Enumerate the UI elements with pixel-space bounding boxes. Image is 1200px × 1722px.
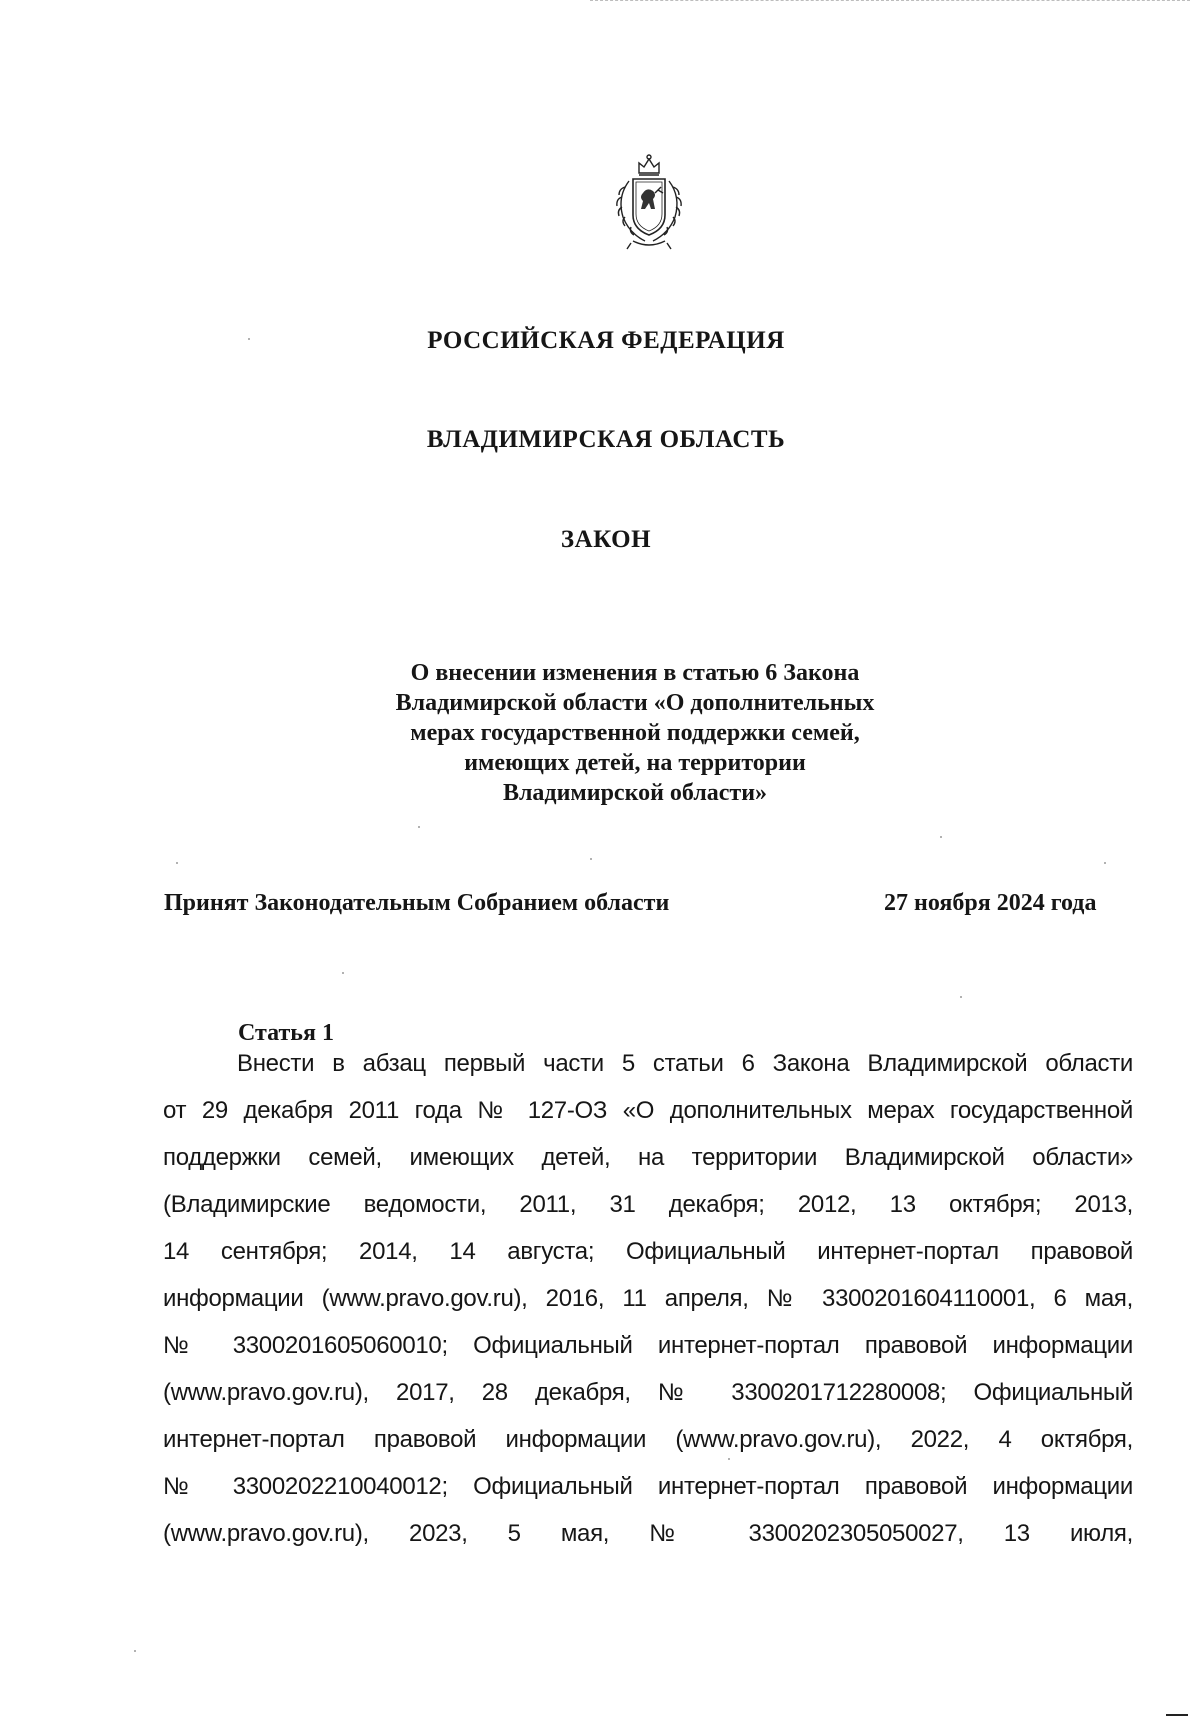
article-line: Внести в абзац первый части 5 статьи 6 Закона Владимирской области xyxy=(237,1050,1133,1077)
article-line: (Владимирские ведомости, 2011, 31 декабря; 2012, 13 октября; 2013, xyxy=(163,1191,1133,1218)
scan-speck xyxy=(248,338,250,340)
article-line: информации (www.pravo.gov.ru), 2016, 11 апреля, № 3300201604110001, 6 мая, xyxy=(163,1285,1133,1312)
scan-speck xyxy=(176,862,178,864)
article-line: № 3300201605060010; Официальный интернет-портал правовой информации xyxy=(163,1332,1133,1359)
adopted-by: Принят Законодательным Собранием области xyxy=(164,890,670,916)
scan-speck xyxy=(418,826,420,828)
scan-speck xyxy=(940,836,942,838)
scan-speck xyxy=(960,996,962,998)
article-line: № 3300202210040012; Официальный интернет-портал правовой информации xyxy=(163,1473,1133,1500)
adoption-date: 27 ноября 2024 года xyxy=(884,890,1097,916)
scan-speck xyxy=(1104,862,1106,864)
article-line: поддержки семей, имеющих детей, на территории Владимирской области» xyxy=(163,1144,1133,1171)
top-dashed-rule xyxy=(590,0,1190,2)
article-line: (www.pravo.gov.ru), 2017, 28 декабря, № 3300201712280008; Официальный xyxy=(163,1379,1133,1406)
scan-speck xyxy=(134,1650,136,1652)
scan-speck xyxy=(342,972,344,974)
vladimir-oblast-coat-of-arms-icon xyxy=(603,153,695,253)
subject-line: О внесении изменения в статью 6 Закона xyxy=(410,660,860,686)
header-country: РОССИЙСКАЯ ФЕДЕРАЦИЯ xyxy=(427,327,785,354)
scan-speck xyxy=(590,858,592,860)
subject-line: Владимирской области «О дополнительных xyxy=(395,690,875,716)
subject-line: мерах государственной поддержки семей, xyxy=(410,720,860,746)
article-line: интернет-портал правовой информации (www.pravo.gov.ru), 2022, 4 октября, xyxy=(163,1426,1133,1453)
scan-speck xyxy=(728,1458,730,1460)
subject-line: имеющих детей, на территории xyxy=(464,750,806,776)
article-title: Статья 1 xyxy=(238,1020,334,1046)
page-corner-mark xyxy=(1166,1714,1188,1722)
law-subject-title xyxy=(340,658,930,808)
article-line: от 29 декабря 2011 года № 127-ОЗ «О дополнительных мерах государственной xyxy=(163,1097,1133,1124)
article-line: 14 сентября; 2014, 14 августа; Официальный интернет-портал правовой xyxy=(163,1238,1133,1265)
subject-line: Владимирской области» xyxy=(502,780,768,806)
header-doc-type: ЗАКОН xyxy=(560,526,652,553)
article-line: (www.pravo.gov.ru), 2023, 5 мая, № 3300202305050027, 13 июля, xyxy=(163,1520,1133,1547)
header-region: ВЛАДИМИРСКАЯ ОБЛАСТЬ xyxy=(426,426,786,453)
